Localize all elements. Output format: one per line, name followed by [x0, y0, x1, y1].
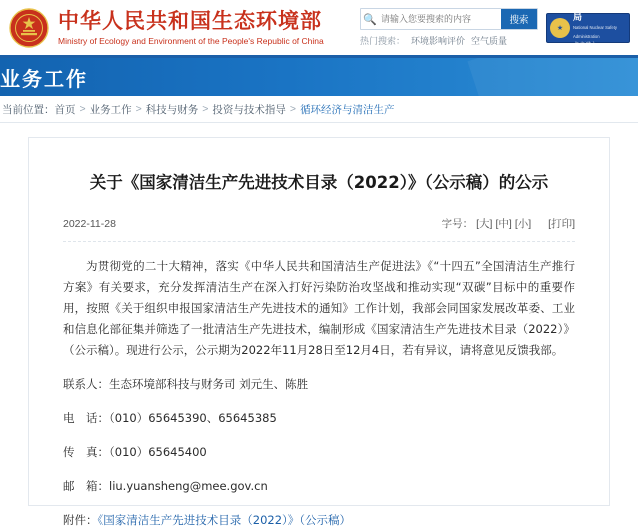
search-input[interactable]	[379, 9, 501, 29]
breadcrumb-current: 循环经济与清洁生产	[300, 103, 395, 116]
header-right	[360, 3, 630, 49]
attachment-row	[63, 510, 575, 531]
font-size-large[interactable]: [大]	[476, 218, 493, 230]
nuclear-safety-enter-label: 点击进入	[573, 42, 598, 49]
nuclear-safety-title: 国家核安全局	[573, 3, 619, 23]
breadcrumb-sep-1: >	[135, 103, 142, 115]
article-paragraph-2: 电 话：（010）65645390、65645385	[63, 411, 277, 425]
print-button[interactable]: [打印]	[548, 218, 575, 230]
breadcrumb-item-0[interactable]: 首页	[54, 103, 76, 116]
site-title	[58, 9, 324, 47]
hot-search	[360, 34, 538, 47]
article-paragraph-3: 传 真：（010）65645400	[63, 445, 207, 459]
national-emblem-icon	[8, 7, 50, 49]
font-size-small[interactable]: [小]	[514, 218, 532, 230]
nuclear-safety-subtitle: National Nuclear Safety Administration	[573, 24, 617, 39]
font-size-medium[interactable]: [中]	[495, 218, 512, 230]
breadcrumb-label: 当前位置：	[2, 103, 55, 116]
hot-search-item-1[interactable]: 空气质量	[471, 36, 508, 46]
search-button[interactable]: 搜索	[501, 9, 537, 29]
attachment-label: 附件：	[63, 513, 98, 527]
hot-search-item-0[interactable]: 环境影响评价	[411, 36, 466, 46]
article-card	[28, 137, 610, 527]
font-size-label: 字号：	[441, 218, 474, 230]
breadcrumb-sep-3: >	[289, 103, 297, 115]
breadcrumb-item-2[interactable]: 科技与财务	[145, 103, 199, 116]
breadcrumb-item-1[interactable]: 业务工作	[89, 103, 132, 116]
article-body	[63, 256, 575, 531]
section-banner	[0, 58, 638, 96]
publish-date: 2022-11-28	[63, 217, 116, 230]
page-title: 关于《国家清洁生产先进技术目录（2022）》（公示稿）的公示	[89, 173, 549, 192]
article-paragraph-4: 邮 箱：liu.yuansheng@mee.gov.cn	[63, 479, 268, 493]
article-paragraph-1: 联系人：生态环境部科技与财务司 刘元生、陈胜	[63, 377, 309, 391]
article-meta	[63, 216, 575, 242]
search-icon: 🔍	[363, 13, 377, 26]
search-box[interactable]	[360, 8, 538, 30]
font-size-control	[442, 216, 575, 231]
breadcrumb-sep-2: >	[202, 103, 209, 115]
breadcrumb-item-3[interactable]: 投资与技术指导	[212, 103, 286, 116]
attachment-link[interactable]: 《国家清洁生产先进技术目录（2022）》（公示稿）	[97, 513, 352, 527]
site-name-en: Ministry of Ecology and Environment of the People's Republic of China	[58, 35, 324, 46]
national-security-emblem-icon: ★	[550, 18, 570, 38]
search-area	[360, 8, 538, 47]
breadcrumb-sep-0: >	[79, 103, 86, 115]
content-wrapper	[0, 123, 638, 527]
article-paragraph-0: 为贯彻党的二十大精神，落实《中华人民共和国清洁生产促进法》《“十四五”全国清洁生产推行方案》有关要求，充分发挥清洁生产在深入打好污染防治攻坚战和推动实现“双碳”目标中的重要作用，按照《关于组织申报国家清洁生产先进技术的通知》工作计划，我部会同国家发展改革委、工业和信息化部征集并筛选了一批清洁生产先进技术，编制形成《国家清洁生产先进技术目录（2022）》（公示稿）。现进行公示，公示期为2022年11月28日至12月4日，若有异议，请将意见反馈我部。	[63, 259, 575, 357]
breadcrumb	[0, 96, 638, 123]
banner-title: 业务工作	[0, 66, 88, 91]
site-name-cn: 中华人民共和国生态环境部	[58, 8, 322, 33]
nuclear-safety-banner[interactable]	[546, 3, 630, 49]
hot-search-label: 热门搜索：	[360, 36, 406, 46]
site-header	[0, 0, 638, 58]
